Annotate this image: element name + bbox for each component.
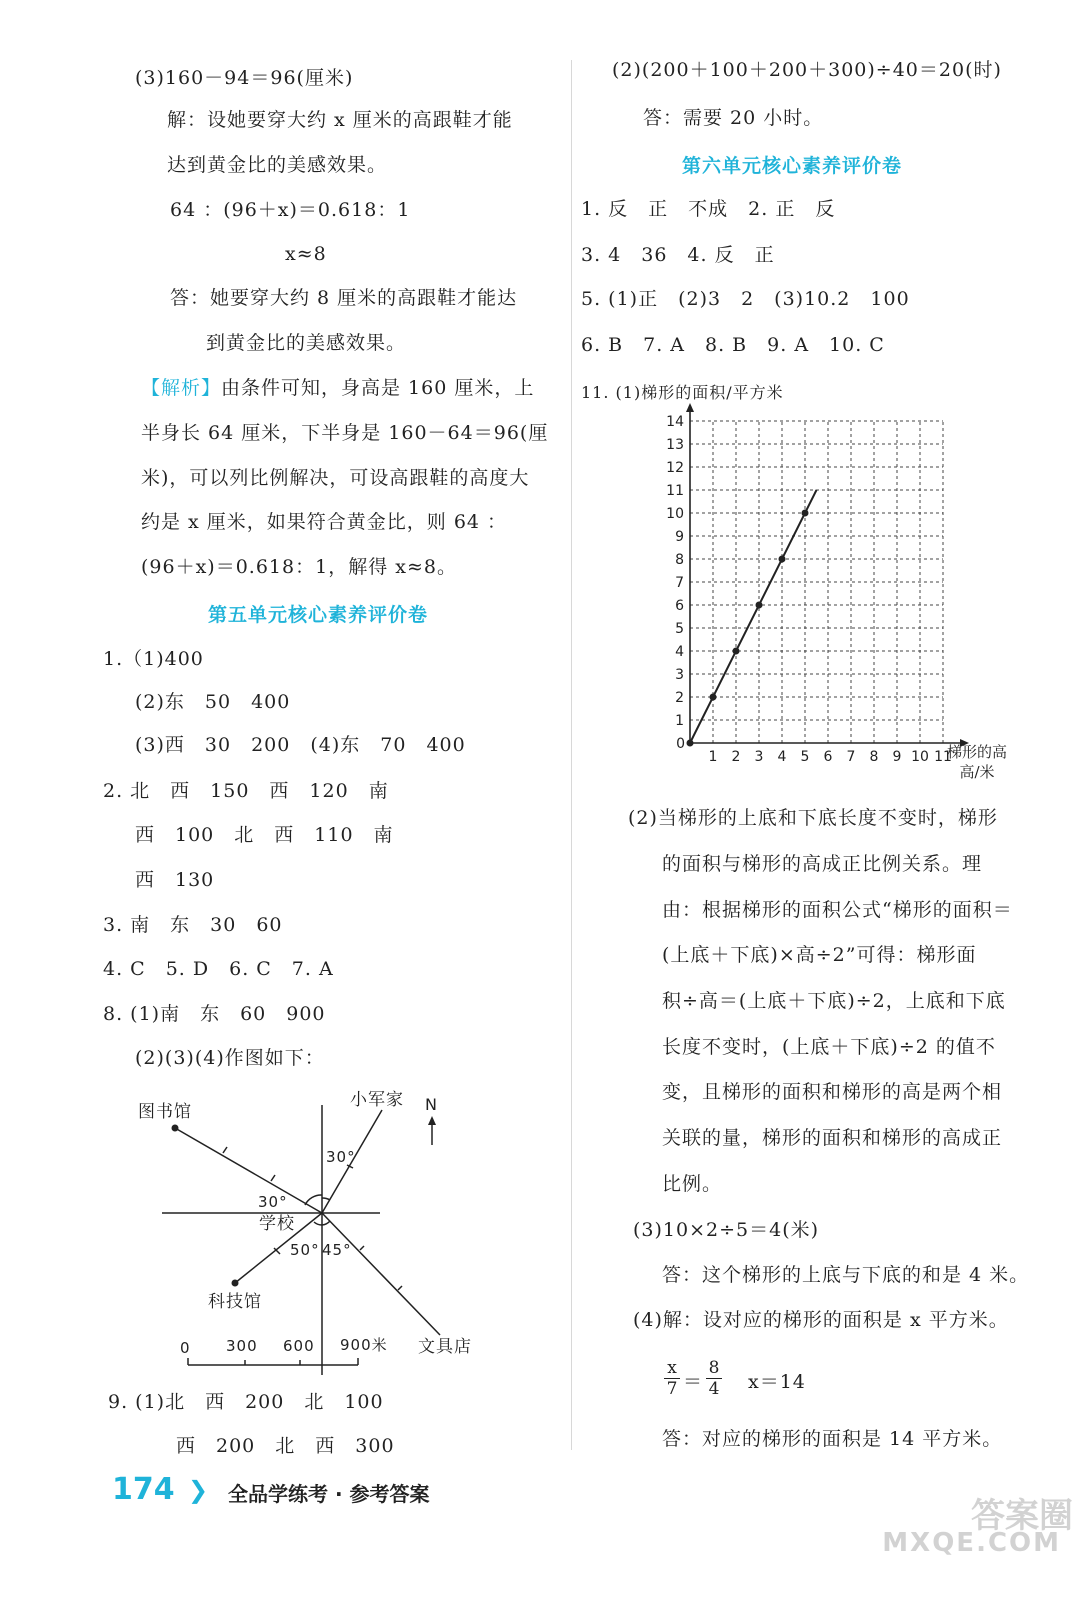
answer-line: x＝14 — [748, 1371, 806, 1393]
answer-line: 答：需要 20 小时。 — [643, 107, 824, 129]
y-tick-label: 3 — [675, 667, 684, 683]
y-tick-label: 2 — [675, 690, 684, 706]
x-tick-label: 7 — [846, 749, 856, 765]
answer-line: 5. (1)正 (2)3 2 (3)10.2 100 — [581, 288, 910, 310]
x-axis-label: 高/米 — [959, 763, 995, 781]
analysis-line: 米)，可以列比例解决，可设高跟鞋的高度大 — [141, 467, 530, 489]
data-point — [687, 740, 694, 747]
answer-line: 变，且梯形的面积和梯形的高是两个相 — [662, 1081, 1003, 1103]
fraction-8-4 — [706, 1358, 722, 1399]
trapezoid-chart — [640, 400, 1040, 790]
analysis-line — [141, 376, 534, 400]
x-tick-label: 10 — [911, 749, 929, 765]
answer-line: (3)10×2÷5＝4(米) — [633, 1219, 820, 1241]
x-tick-label: 11 — [934, 749, 952, 765]
analysis-line: 半身长 64 厘米，下半身是 160－64＝96(厘 — [141, 422, 549, 444]
section-title: 第五单元核心素养评价卷 — [208, 604, 429, 626]
y-tick-label: 1 — [675, 713, 684, 729]
answer-line: 8. (1)南 东 60 900 — [103, 1003, 326, 1025]
analysis-tag: 【解析】 — [141, 377, 222, 399]
y-tick-label: 6 — [675, 598, 684, 614]
label-stationery: 文具店 — [418, 1337, 472, 1357]
answer-line: 的面积与梯形的高成正比例关系。理 — [662, 853, 983, 875]
answer-line: (上底＋下底)×高÷2”可得：梯形面 — [662, 944, 977, 966]
scale-label: 300 — [226, 1337, 258, 1355]
answer-line: 2. 北 西 150 西 120 南 — [103, 780, 389, 802]
y-tick-label: 11 — [666, 483, 684, 499]
column-divider — [571, 60, 572, 1450]
fraction-numerator: 8 — [708, 1358, 720, 1378]
answer-line: (3)西 30 200 (4)东 70 400 — [135, 734, 466, 756]
data-point — [756, 602, 763, 609]
angle-label: 30° — [326, 1148, 356, 1166]
y-tick-label: 13 — [666, 437, 684, 453]
analysis-text: 由条件可知，身高是 160 厘米，上 — [221, 377, 535, 399]
x-tick-label: 1 — [708, 749, 718, 765]
y-tick-label: 9 — [675, 529, 684, 545]
page-number: 174 — [112, 1472, 175, 1507]
data-point — [802, 510, 809, 517]
answer-line: 9. (1)北 西 200 北 100 — [108, 1391, 384, 1413]
x-tick-label: 2 — [731, 749, 741, 765]
answer-line: x≈8 — [285, 243, 327, 265]
x-tick-label: 4 — [777, 749, 787, 765]
data-point — [710, 694, 717, 701]
y-tick-label: 8 — [675, 552, 684, 568]
label-science: 科技馆 — [208, 1292, 262, 1312]
answer-line: 3. 4 36 4. 反 正 — [581, 244, 775, 266]
answer-line: (4)解：设对应的梯形的面积是 x 平方米。 — [633, 1309, 1009, 1331]
fraction-numerator: x — [667, 1358, 677, 1378]
label-xiaojun: 小军家 — [350, 1090, 404, 1110]
answer-line: (2)当梯形的上底和下底长度不变时，梯形 — [628, 807, 998, 829]
x-axis-label: 梯形的高 — [946, 743, 1008, 761]
y-tick-label: 7 — [675, 575, 684, 591]
answer-line: (2)东 50 400 — [135, 691, 291, 713]
ray-stationery — [322, 1213, 440, 1335]
scale-label: 0 — [180, 1339, 191, 1357]
answer-line: 3. 南 东 30 60 — [103, 914, 283, 936]
y-tick-label: 12 — [666, 460, 684, 476]
x-tick-label: 9 — [892, 749, 902, 765]
answer-line: (2)(200＋100＋200＋300)÷40＝20(时) — [612, 59, 1002, 81]
y-tick-label: 14 — [666, 414, 684, 430]
answer-line: 1. 反 正 不成 2. 正 反 — [581, 198, 836, 220]
y-tick-label: 5 — [675, 621, 684, 637]
answer-line: 64 ：(96＋x)＝0.618：1 — [170, 199, 411, 221]
scale-label: 900米 — [340, 1336, 388, 1354]
scale-label: 600 — [283, 1337, 315, 1355]
answer-line: 西 130 — [135, 869, 215, 891]
answer-line: 答：她要穿大约 8 厘米的高跟鞋才能达 — [170, 287, 518, 309]
y-tick-label: 4 — [675, 644, 684, 660]
ray-library — [175, 1128, 322, 1213]
answer-line: 由：根据梯形的面积公式“梯形的面积＝ — [662, 899, 1013, 921]
answer-line: 到黄金比的美感效果。 — [206, 332, 407, 354]
y-tick-label: 10 — [666, 506, 684, 522]
answer-line: 关联的量，梯形的面积和梯形的高成正 — [662, 1127, 1003, 1149]
x-tick-label: 5 — [800, 749, 810, 765]
angle-label: 45° — [322, 1241, 352, 1259]
analysis-line: (96＋x)＝0.618：1，解得 x≈8。 — [141, 556, 457, 578]
x-tick-label: 3 — [754, 749, 764, 765]
label-school: 学校 — [259, 1214, 295, 1234]
answer-line: 达到黄金比的美感效果。 — [167, 154, 388, 176]
fraction-denominator: 4 — [706, 1378, 722, 1399]
chevron-right-icon: ❯ — [188, 1476, 209, 1504]
label-library: 图书馆 — [138, 1102, 192, 1122]
watermark-logo: 答案圈 — [971, 1496, 1073, 1536]
y-axis-arrow — [686, 403, 694, 412]
x-tick-label: 8 — [869, 749, 879, 765]
series-line — [690, 490, 817, 743]
fraction-denominator: 7 — [664, 1378, 680, 1399]
answer-line: 解：设她要穿大约 x 厘米的高跟鞋才能 — [167, 109, 513, 131]
x-tick-label: 6 — [823, 749, 833, 765]
data-point — [733, 648, 740, 655]
section-title: 第六单元核心素养评价卷 — [682, 155, 903, 177]
fraction-x-7 — [664, 1358, 680, 1399]
origin-label: 0 — [676, 736, 685, 752]
data-point — [779, 556, 786, 563]
answer-line: 4. C 5. D 6. C 7. A — [103, 958, 334, 980]
answer-line: 11. (1)梯形的面积/平方米 — [581, 383, 784, 402]
answer-line: 西 100 北 西 110 南 — [135, 824, 394, 846]
angle-label: 30° — [258, 1193, 288, 1211]
answer-line: 长度不变时，(上底＋下底)÷2 的值不 — [662, 1036, 996, 1058]
label-north: N — [425, 1095, 438, 1114]
angle-label: 50° — [290, 1241, 320, 1259]
watermark-url: MXQE.COM — [882, 1528, 1061, 1558]
answer-line: 6. B 7. A 8. B 9. A 10. C — [581, 334, 885, 356]
answer-line: 答：这个梯形的上底与下底的和是 4 米。 — [662, 1264, 1030, 1286]
answer-line: 积÷高＝(上底＋下底)÷2，上底和下底 — [662, 990, 1006, 1012]
answer-line: 西 200 北 西 300 — [176, 1435, 395, 1457]
answer-line: 答：对应的梯形的面积是 14 平方米。 — [662, 1428, 1003, 1450]
science-dot — [232, 1280, 239, 1287]
answer-line: 比例。 — [662, 1173, 723, 1195]
answer-line: (3)160－94＝96(厘米) — [135, 67, 354, 89]
library-dot — [172, 1125, 179, 1132]
answer-line: (2)(3)(4)作图如下： — [135, 1047, 325, 1069]
book-title: 全品学练考 · 参考答案 — [228, 1482, 430, 1506]
analysis-line: 约是 x 厘米，如果符合黄金比，则 64 ： — [141, 511, 508, 533]
answer-line: 1.（1)400 — [103, 648, 204, 670]
equals-sign: ＝ — [683, 1371, 704, 1393]
